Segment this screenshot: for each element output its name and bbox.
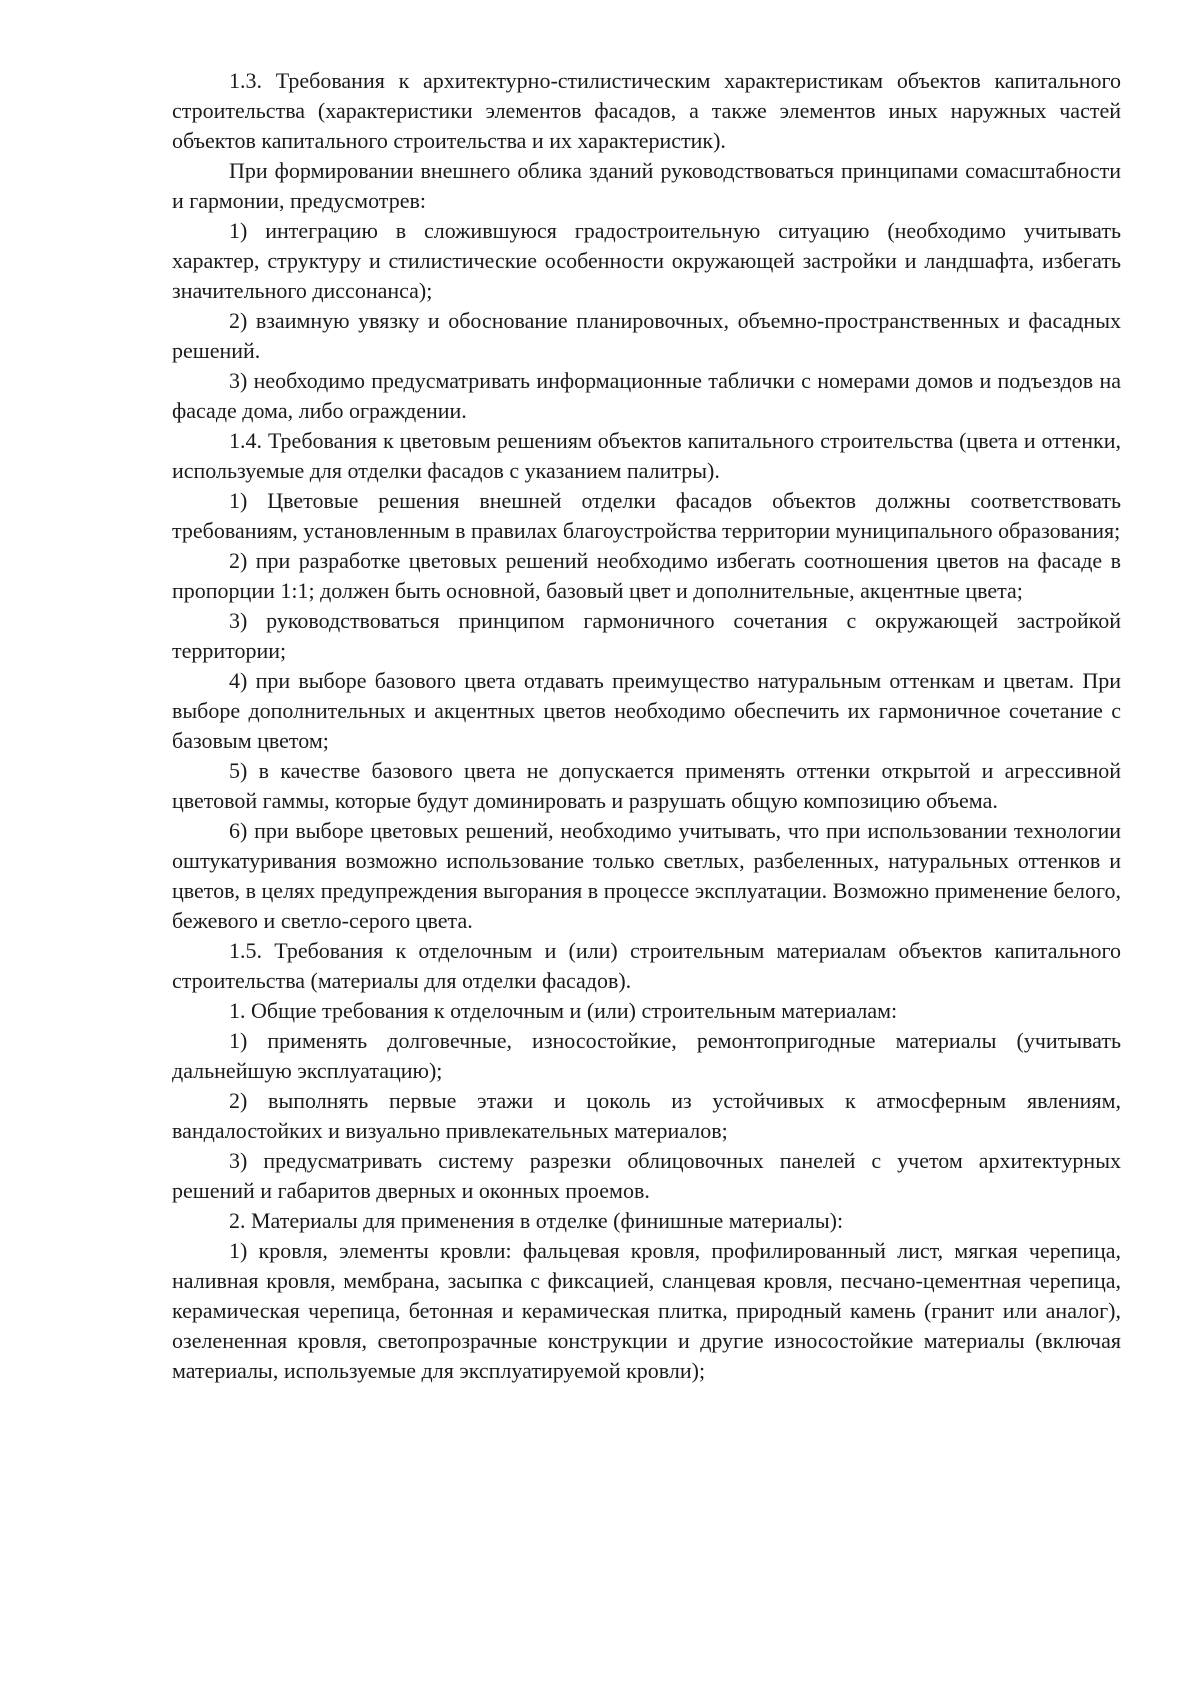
list-item: 3) предусматривать систему разрезки облицовочных панелей с учетом архитектурных решений и габаритов дверных и оконных проемов. (172, 1148, 1121, 1203)
list-item: 2) выполнять первые этажи и цоколь из устойчивых к атмосферным явлениям, вандалостойких и визуально привлекательных материалов; (172, 1088, 1121, 1143)
finish-materials-heading: 2. Материалы для применения в отделке (финишные материалы): (229, 1208, 844, 1233)
list-item: 4) при выборе базового цвета отдавать преимущество натуральным оттенкам и цветам. При выборе дополнительных и акцентных цветов необходимо обеспечить их гармоничное сочетание с базовым цветом; (172, 668, 1121, 753)
list-item: 2) взаимную увязку и обоснование планировочных, объемно-пространственных и фасадных решений. (172, 308, 1121, 363)
section-1-4-heading: 1.4. Требования к цветовым решениям объектов капитального строительства (цвета и оттенки, используемые для отделки фасадов с указанием палитры). (172, 428, 1121, 483)
list-item: 3) руководствоваться принципом гармоничного сочетания с окружающей застройкой территории; (172, 608, 1121, 663)
list-item: 1) Цветовые решения внешней отделки фасадов объектов должны соответствовать требованиям, установленным в правилах благоустройства территории муниципального образования; (172, 488, 1121, 543)
list-item: 1) кровля, элементы кровли: фальцевая кровля, профилированный лист, мягкая черепица, наливная кровля, мембрана, засыпка с фиксацией, сланцевая кровля, песчано-цементная черепица, керамическая черепица, бетонная и керамическая плитка, природный камень (гранит или аналог), озелененная кровля, светопрозрачные конструкции и другие износостойкие материалы (включая материалы, используемые для эксплуатируемой кровли); (172, 1238, 1121, 1383)
list-item: 5) в качестве базового цвета не допускается применять оттенки открытой и агрессивной цветовой гаммы, которые будут доминировать и разрушать общую композицию объема. (172, 758, 1121, 813)
section-1-3-heading: 1.3. Требования к архитектурно-стилистическим характеристикам объектов капитального строительства (характеристики элементов фасадов, а также элементов иных наружных частей объектов капитального строительства и их характеристик). (172, 68, 1121, 153)
facade-intro-paragraph: При формировании внешнего облика зданий руководствоваться принципами сомасштабности и гармонии, предусмотрев: (172, 158, 1121, 213)
list-item: 1) интеграцию в сложившуюся градостроительную ситуацию (необходимо учитывать характер, структуру и стилистические особенности окружающей застройки и ландшафта, избегать значительного диссонанса); (172, 218, 1121, 303)
section-1-5-heading: 1.5. Требования к отделочным и (или) строительным материалам объектов капитального строительства (материалы для отделки фасадов). (172, 938, 1121, 993)
general-requirements-heading: 1. Общие требования к отделочным и (или) строительным материалам: (229, 998, 898, 1023)
list-item: 6) при выборе цветовых решений, необходимо учитывать, что при использовании технологии оштукатуривания возможно использование только светлых, разбеленных, натуральных оттенков и цветов, в целях предупреждения выгорания в процессе эксплуатации. Возможно применение белого, бежевого и светло-серого цвета. (172, 818, 1121, 933)
list-item: 3) необходимо предусматривать информационные таблички с номерами домов и подъездов на фасаде дома, либо ограждении. (172, 368, 1121, 423)
list-item: 1) применять долговечные, износостойкие, ремонтопригодные материалы (учитывать дальнейшую эксплуатацию); (172, 1028, 1121, 1083)
list-item: 2) при разработке цветовых решений необходимо избегать соотношения цветов на фасаде в пропорции 1:1; должен быть основной, базовый цвет и дополнительные, акцентные цвета; (172, 548, 1121, 603)
